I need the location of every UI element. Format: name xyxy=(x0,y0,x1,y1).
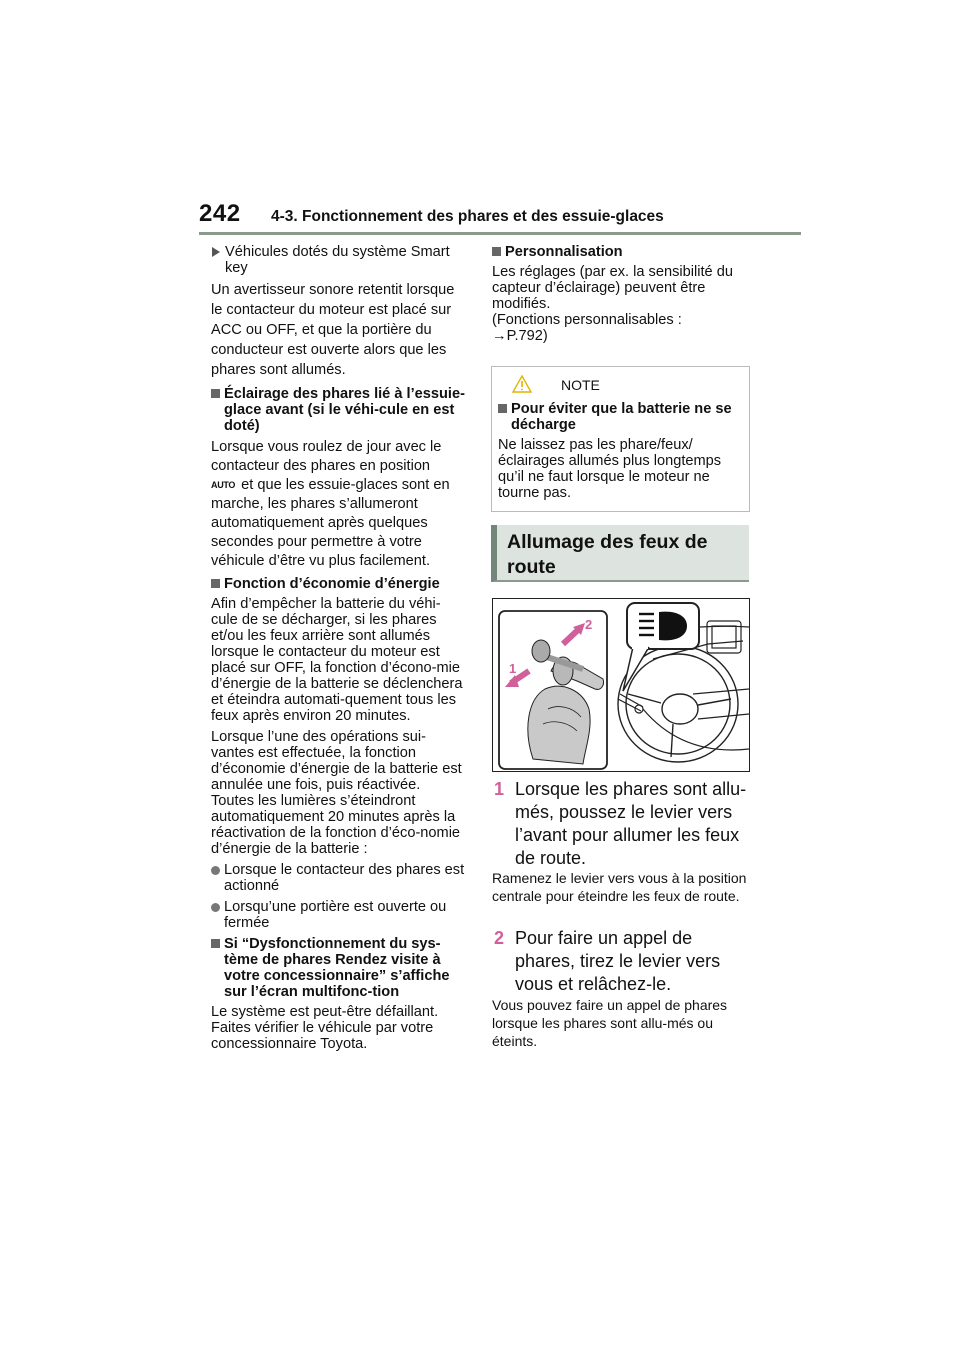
left-column xyxy=(211,244,467,1057)
note-heading: Pour éviter que la batterie ne se décharge xyxy=(498,401,738,433)
step-2-note: Vous pouvez faire un appel de phares lorsque les phares sont allu-més ou éteints. xyxy=(492,997,728,1049)
square-bullet-icon xyxy=(211,939,220,948)
custom-heading: Personnalisation xyxy=(492,244,750,260)
chapter-title: 4-3. Fonctionnement des phares et des essuie-glaces xyxy=(271,208,664,225)
note-label: NOTE xyxy=(561,377,600,393)
step-2-text: Pour faire un appel de phares, tirez le levier vers vous et relâchez-le. xyxy=(515,928,721,994)
custom-text: Les réglages (par ex. la sensibilité du capteur d’éclairage) peuvent être modifiés. xyxy=(492,264,733,312)
smart-key-text: Un avertisseur sonore retentit lorsque le contacteur du moteur est placé sur ACC ou OFF, et que la portière du conducteur est ouverte alors que les phares sont allumés. xyxy=(211,282,455,378)
custom-ref-page[interactable]: P.792) xyxy=(506,328,548,344)
note-text: Ne laissez pas les phare/feux/éclairages allumés plus longtemps qu’il ne faut lorsque le moteur ne tourne pas. xyxy=(498,437,722,501)
energy-text-2: Lorsque l’une des opérations sui-vantes est effectuée, la fonction d’économie d’énergie de la batterie est annulée une fois, puis réactivée. Toutes les lumières s’éteindront automatiquement 20 minutes après la réactivation de la fonction d’éco-nomie d’énergie de la batterie : xyxy=(211,729,462,857)
square-bullet-icon xyxy=(498,404,507,413)
note-body xyxy=(498,401,738,501)
page-number: 242 xyxy=(199,200,241,227)
square-bullet-icon xyxy=(492,247,501,256)
wiper-link-heading: Éclairage des phares lié à l’essuie-glace avant (si le véhi-cule en est doté) xyxy=(211,386,467,434)
step-1-text: Lorsque les phares sont allu-més, poussez le levier vers l’avant pour allumer les feux de route. xyxy=(515,779,747,868)
note-header xyxy=(512,373,748,399)
malfunction-text: Le système est peut-être défaillant. Faites vérifier le véhicule par votre concessionnaire Toyota. xyxy=(211,1004,439,1052)
arrow-right-icon: → xyxy=(492,328,507,344)
auto-switch-icon: AUTO xyxy=(211,480,236,490)
steering-lever-illustration xyxy=(493,599,749,771)
square-bullet-icon xyxy=(211,579,220,588)
energy-text-1: Afin d’empêcher la batterie du véhi-cule de se décharger, si les phares et/ou les feux arrière sont allumés lorsque le contacteur du moteur est placé sur OFF, la fonction d’écono-mie d’énergie de la batterie se déclenchera et éteindra automati-quement tous les feux après environ 20 minutes. xyxy=(211,596,463,724)
header-divider xyxy=(199,232,801,235)
step-1-number: 1 xyxy=(494,779,505,799)
custom-ref-label: (Fonctions personnalisables : xyxy=(492,312,682,328)
step-1 xyxy=(492,778,752,870)
section-title: Allumage des feux de route xyxy=(507,531,708,578)
energy-bullet-2: Lorsqu’une portière est ouverte ou fermée xyxy=(211,899,467,931)
section-title-bar xyxy=(491,525,749,582)
step-2 xyxy=(492,927,752,996)
note-box xyxy=(491,366,750,512)
figure-label-1: 1 xyxy=(509,661,517,676)
energy-bullet-1: Lorsque le contacteur des phares est actionné xyxy=(211,862,467,894)
wiper-link-text: Lorsque vous roulez de jour avec le contacteur des phares en position AUTO et que les essuie-glaces sont en marche, les phares s’allumeront automatiquement après quelques secondes pour permettre à votre véhicule d’être vu plus facilement. xyxy=(211,439,450,569)
custom-ref xyxy=(492,328,750,344)
smart-key-item: Véhicules dotés du système Smart key xyxy=(211,244,467,276)
step-1-note: Ramenez le levier vers vous à la position centrale pour éteindre les feux de route. xyxy=(492,870,747,904)
warning-icon xyxy=(512,375,532,393)
energy-heading: Fonction d’économie d’énergie xyxy=(211,576,467,592)
high-beam-figure xyxy=(492,598,750,772)
right-column xyxy=(492,244,750,344)
step-2-number: 2 xyxy=(494,928,505,948)
square-bullet-icon xyxy=(211,389,220,398)
figure-label-2: 2 xyxy=(585,617,593,632)
malfunction-heading: Si “Dysfonctionnement du sys-tème de phares Rendez visite à votre concessionnaire” s’affiche sur l’écran multifonc-tion xyxy=(211,936,467,1000)
